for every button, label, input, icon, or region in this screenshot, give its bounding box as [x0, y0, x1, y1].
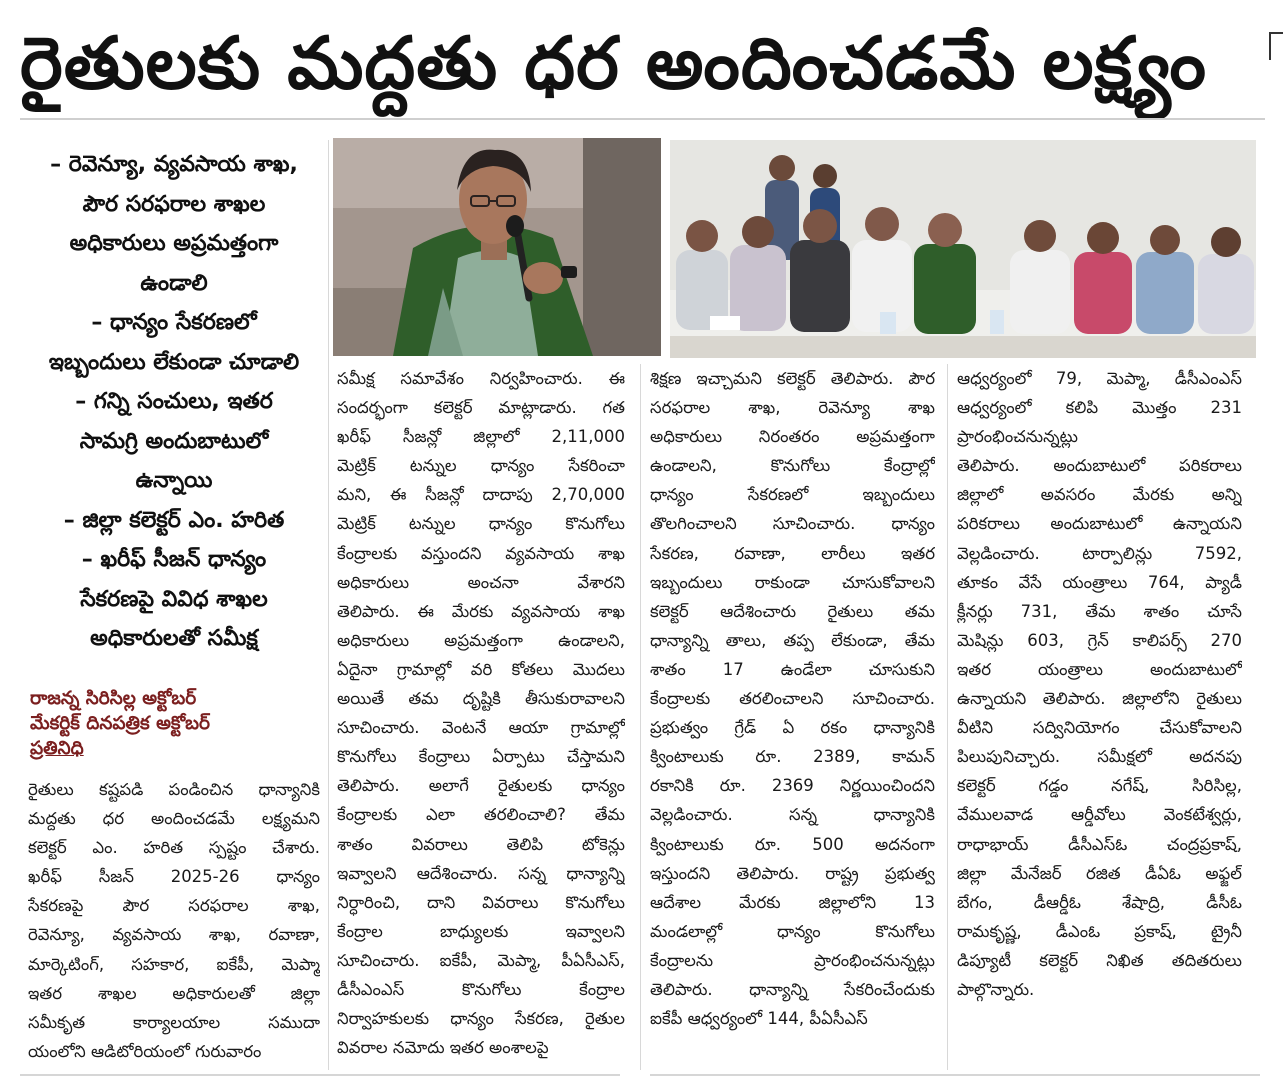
- article-line: ఆధ్వర్యంలో కలిపి మొత్తం 231: [957, 398, 1242, 418]
- article-line: తెలిపారు. ధాన్యాన్ని సేకరించేందుకు: [650, 979, 935, 999]
- article-line: ఉన్నాయని తెలిపారు. జిల్లాలోని రైతులు: [957, 689, 1242, 709]
- article-line: మెట్రిక్ టన్నుల ధాన్యం సేకరించా: [337, 456, 625, 476]
- article-line: సరఫరాల శాఖ, రెవెన్యూ శాఖ: [650, 398, 935, 418]
- highlight-line: సామగ్రి అందుబాటులో: [79, 428, 269, 454]
- article-line: మద్దతు ధర అందించడమే లక్ష్యమని: [28, 809, 320, 829]
- collector-speaking-photo: [333, 138, 661, 356]
- article-line: అధికారులు అప్రమత్తంగా ఉండాలని,: [337, 630, 625, 650]
- article-line: ప్రభుత్వం గ్రేడ్ ఏ రకం ధాన్యానికి: [650, 718, 935, 738]
- article-line: మని, ఈ సీజన్లో దాదాపు 2,70,000: [337, 485, 625, 505]
- bottom-divider: [20, 1074, 620, 1076]
- article-line: కలెక్టర్ ఆదేశించారు రైతులు తమ: [650, 601, 935, 621]
- article-line: తొలగించాలని సూచించారు. ధాన్యం: [650, 514, 935, 534]
- article-line: రకానికి రూ. 2369 నిర్ణయించిందని: [650, 776, 935, 796]
- highlight-line: పౌర సరఫరాల శాఖల: [82, 191, 266, 217]
- article-line: సూచించారు. ఐకేపీ, మెప్మా, పీఏసీఎస్,: [337, 950, 625, 970]
- article-line: ధాన్యం సేకరణలో ఇబ్బందులు: [650, 485, 935, 505]
- article-line: మెషిన్లు 603, గ్రెన్ కాలిపర్స్ 270: [957, 630, 1242, 650]
- article-line: పిలుపునిచ్చారు. సమీక్షలో అదనపు: [957, 747, 1242, 767]
- article-line: వేములవాడ ఆర్డీవోలు వెంకటేశ్వర్లు,: [957, 805, 1242, 825]
- article-line: సమీక్ష సమావేశం నిర్వహించారు. ఈ: [337, 369, 625, 388]
- article-line: తూకం వేసే యంత్రాలు 764, ప్యాడీ: [957, 572, 1242, 592]
- article-line: ఖరీఫ్ సీజన్ 2025-26 ధాన్యం: [28, 867, 320, 887]
- article-line: జిల్లా మేనేజర్ రజిత డీఏఓ అఫ్జల్: [957, 863, 1242, 883]
- article-line: సమీకృత కార్యాలయాల సముదా: [28, 1012, 320, 1032]
- article-line: కేంద్రాలకు ఎలా తరలించాలి? తేమ: [337, 805, 625, 825]
- highlight-line: ఇబ్బందులు లేకుండా చూడాలి: [48, 349, 300, 375]
- article-line: రైతులు కష్టపడి పండించిన ధాన్యానికి: [28, 780, 320, 799]
- article-line: రామకృష్ణ, డీఎంఓ ప్రకాష్, ట్రైనీ: [957, 921, 1242, 941]
- article-line: ఆధ్వర్యంలో 79, మెప్మా, డీసీఎంఎస్: [957, 369, 1242, 388]
- article-line: తెలిపారు. ఈ మేరకు వ్యవసాయ శాఖ: [337, 601, 625, 621]
- dateline-line-1: రాజన్న సిరిసిల్ల అక్టోబర్: [30, 688, 197, 709]
- article-line: డిప్యూటీ కలెక్టర్ నిఖిత తదితరులు: [957, 950, 1242, 970]
- headline: రైతులకు మద్దతు ధర అందించడమే లక్ష్యం: [20, 21, 1207, 105]
- column-divider: [640, 364, 641, 1070]
- article-line: రెవెన్యూ, వ్యవసాయ శాఖ, రవాణా,: [28, 925, 320, 945]
- column-divider: [947, 364, 948, 1070]
- article-line: అధికారులు అంచనా వేశారని: [337, 572, 625, 592]
- article-line: కేంద్రాలకు వస్తుందని వ్యవసాయ శాఖ: [337, 543, 625, 563]
- article-line: డీసీఎంఎస్ కొనుగోలు కేంద్రాల: [337, 979, 625, 999]
- article-line: వెల్లడించారు. సన్న ధాన్యానికి: [650, 805, 935, 825]
- dateline-line-3: ప్రతినిధి: [30, 738, 84, 759]
- collector-photo-illustration: [333, 138, 661, 356]
- highlight-line: – రెవెన్యూ, వ్యవసాయ శాఖ,: [50, 152, 298, 177]
- highlight-line: – ఖరీఫ్ సీజన్ ధాన్యం: [81, 547, 267, 572]
- highlight-line: ఉన్నాయి: [135, 468, 213, 493]
- highlight-line: అధికారులతో సమీక్ష: [90, 626, 258, 651]
- article-line: ఐకేపీ ఆధ్వర్యంలో 144, పీఏసీఎస్: [650, 1009, 868, 1029]
- highlights-box: [24, 145, 324, 659]
- article-line: నిర్వాహకులకు ధాన్యం సేకరణ, రైతుల: [337, 1009, 625, 1029]
- article-line: రాధాభాయ్ డీసీఎస్ఓ చంద్రప్రకాష్,: [957, 834, 1242, 854]
- article-line: కేంద్రాల బాధ్యులకు ఇవ్వాలని: [337, 921, 625, 941]
- article-line: క్లీనర్లు 731, తేమ శాతం చూసే: [957, 601, 1242, 621]
- article-line: ఇతర శాఖల అధికారులతో జిల్లా: [28, 983, 320, 1003]
- article-line: జిల్లాలో అవసరం మేరకు అన్ని: [957, 485, 1242, 505]
- top-rule-divider: [20, 118, 1265, 120]
- article-line: వీటిని సద్వినియోగం చేసుకోవాలని: [957, 718, 1242, 738]
- article-line: సేకరణ, రవాణా, లారీలు ఇతర: [650, 543, 935, 563]
- article-line: పాల్గొన్నారు.: [957, 979, 1035, 999]
- article-column-3: [650, 364, 935, 1033]
- article-line: ఉండాలని, కొనుగోలు కేంద్రాల్లో: [650, 456, 935, 476]
- article-line: పరికరాలు అందుబాటులో ఉన్నాయని: [957, 514, 1242, 534]
- article-line: వివరాల నమోదు ఇతర అంశాలపై: [337, 1038, 549, 1058]
- article-line: ధాన్యాన్ని తాలు, తప్ప లేకుండా, తేమ: [650, 630, 935, 650]
- article-line: కేంద్రాలకు తరలించాలని సూచించారు.: [650, 689, 935, 709]
- article-line: ఇబ్బందులు రాకుండా చూసుకోవాలని: [650, 572, 935, 592]
- article-line: కొనుగోలు కేంద్రాలు ఏర్పాటు చేస్తామని: [337, 747, 625, 767]
- article-line: శాతం వివరాలు తెలిపి టోకెన్లు: [337, 834, 625, 854]
- article-line: ఖరీఫ్ సీజన్లో జిల్లాలో 2,11,000: [337, 427, 625, 447]
- article-line: ఇస్తుందని తెలిపారు. రాష్ట్ర ప్రభుత్వ: [650, 863, 935, 883]
- article-line: అయితే తమ దృష్టికి తీసుకురావాలని: [337, 689, 625, 709]
- article-line: కలెక్టర్ గడ్డం నగేష్, సిరిసిల్ల,: [957, 776, 1242, 796]
- article-line: శాతం 17 ఉండేలా చూసుకుని: [650, 659, 935, 679]
- meeting-photo-illustration: [670, 140, 1256, 358]
- article-line: సందర్భంగా కలెక్టర్ మాట్లాడారు. గత: [337, 398, 625, 418]
- article-line: మార్కెటింగ్, సహకార, ఐకేపీ, మెప్మా: [28, 954, 320, 974]
- article-line: యంలోని ఆడిటోరియంలో గురువారం: [28, 1041, 262, 1061]
- article-line: మెట్రిక్ టన్నుల ధాన్యం కొనుగోలు: [337, 514, 625, 534]
- article-line: ఇవ్వాలని ఆదేశించారు. సన్న ధాన్యాన్ని: [337, 863, 625, 883]
- article-line: తెలిపారు. అందుబాటులో పరికరాలు: [957, 456, 1242, 476]
- article-line: నిర్ధారించి, దాని వివరాలు కొనుగోలు: [337, 892, 625, 912]
- bottom-divider: [650, 1074, 1260, 1076]
- highlight-line: – జిల్లా కలెక్టర్ ఎం. హరిత: [63, 507, 285, 533]
- corner-crop-mark: [1269, 32, 1283, 60]
- highlight-line: సేకరణపై వివిధ శాఖల: [80, 586, 268, 612]
- dateline: [30, 686, 320, 761]
- highlight-line: – ధాన్యం సేకరణలో: [91, 310, 257, 335]
- article-line: క్వింటాలుకు రూ. 500 అదనంగా: [650, 834, 935, 854]
- article-line: కేంద్రాలను ప్రారంభించనున్నట్లు: [650, 950, 935, 970]
- article-line: కలెక్టర్ ఎం. హరిత స్పష్టం చేశారు.: [28, 838, 320, 858]
- highlight-line: ఉండాలి: [140, 270, 208, 296]
- highlight-line: – గన్ని సంచులు, ఇతర: [75, 389, 273, 414]
- article-line: సేకరణపై పౌర సరఫరాల శాఖ,: [28, 896, 320, 916]
- article-line: వెల్లడించారు. టార్పాలిన్లు 7592,: [957, 543, 1242, 563]
- article-line: ప్రారంభించనున్నట్లు: [957, 427, 1079, 447]
- article-line: క్వింటాలుకు రూ. 2389, కామన్: [650, 747, 935, 767]
- article-line: తెలిపారు. అలాగే రైతులకు ధాన్యం: [337, 776, 625, 796]
- article-column-1: [28, 775, 320, 1066]
- highlight-line: అధికారులు అప్రమత్తంగా: [69, 231, 279, 256]
- article-column-4: [957, 364, 1242, 1004]
- dateline-line-2: మేకర్టిక్ దినపత్రిక అక్టోబర్: [30, 713, 210, 734]
- article-line: ఇతర యంత్రాలు అందుబాటులో: [957, 659, 1242, 679]
- article-column-2: [337, 364, 625, 1062]
- article-line: సూచించారు. వెంటనే ఆయా గ్రామాల్లో: [337, 718, 625, 738]
- article-line: మండలాల్లో ధాన్యం కొనుగోలు: [650, 921, 935, 941]
- article-line: బేగం, డీఆర్డీఓ శేషాద్రి, డీసీఓ: [957, 892, 1242, 912]
- review-meeting-photo: [670, 140, 1256, 358]
- article-line: ఆదేశాల మేరకు జిల్లాలోని 13: [650, 892, 935, 912]
- article-line: శిక్షణ ఇచ్చామని కలెక్టర్ తెలిపారు. పౌర: [650, 369, 935, 388]
- column-divider: [328, 140, 329, 1070]
- article-line: ఏదైనా గ్రామాల్లో వరి కోతలు మొదలు: [337, 659, 625, 679]
- article-line: అధికారులు నిరంతరం అప్రమత్తంగా: [650, 427, 935, 447]
